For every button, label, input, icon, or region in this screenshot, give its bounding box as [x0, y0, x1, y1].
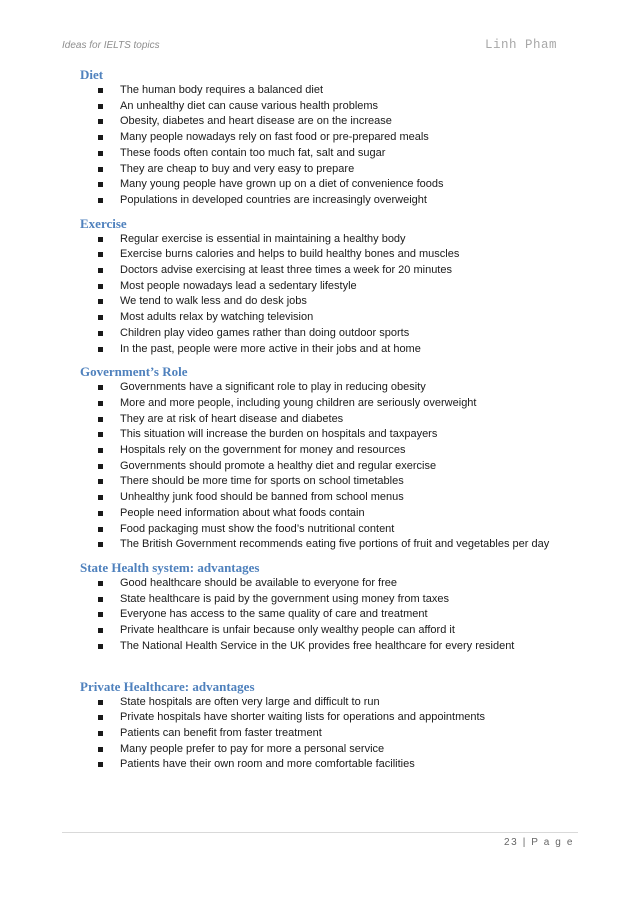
- square-bullet-icon: [98, 432, 103, 437]
- section-governments-role: [80, 363, 580, 553]
- square-bullet-icon: [98, 464, 103, 469]
- list-item: Unhealthy junk food should be banned from school menus: [80, 490, 580, 506]
- footer-divider: [62, 832, 578, 833]
- square-bullet-icon: [98, 527, 103, 532]
- list-item: State healthcare is paid by the government using money from taxes: [80, 592, 580, 608]
- section-exercise: [80, 215, 580, 358]
- bullet-list: [80, 695, 580, 774]
- list-item: Many people nowadays rely on fast food or pre-prepared meals: [80, 130, 580, 146]
- square-bullet-icon: [98, 700, 103, 705]
- section-diet: [80, 66, 580, 209]
- header-title: Ideas for IELTS topics: [62, 40, 160, 51]
- list-item: Populations in developed countries are increasingly overweight: [80, 193, 580, 209]
- list-item: Exercise burns calories and helps to build healthy bones and muscles: [80, 247, 580, 263]
- square-bullet-icon: [98, 237, 103, 242]
- square-bullet-icon: [98, 268, 103, 273]
- list-item: State hospitals are often very large and difficult to run: [80, 695, 580, 711]
- list-item: They are cheap to buy and very easy to prepare: [80, 162, 580, 178]
- list-item: Many people prefer to pay for more a personal service: [80, 742, 580, 758]
- bullet-list: [80, 232, 580, 358]
- section-heading: State Health system: advantages: [80, 559, 260, 575]
- section-heading: Diet: [80, 67, 104, 82]
- square-bullet-icon: [98, 151, 103, 156]
- list-item: People need information about what foods contain: [80, 506, 580, 522]
- square-bullet-icon: [98, 597, 103, 602]
- list-item: Private hospitals have shorter waiting lists for operations and appointments: [80, 710, 580, 726]
- square-bullet-icon: [98, 495, 103, 500]
- square-bullet-icon: [98, 417, 103, 422]
- square-bullet-icon: [98, 331, 103, 336]
- square-bullet-icon: [98, 167, 103, 172]
- footer-separator: |: [522, 837, 527, 848]
- page-label: P a g e: [531, 837, 574, 848]
- list-item: The National Health Service in the UK provides free healthcare for every resident: [80, 639, 580, 655]
- square-bullet-icon: [98, 612, 103, 617]
- square-bullet-icon: [98, 182, 103, 187]
- square-bullet-icon: [98, 762, 103, 767]
- square-bullet-icon: [98, 479, 103, 484]
- section-heading: Private Healthcare: advantages: [80, 678, 255, 694]
- page-footer: [504, 837, 574, 848]
- square-bullet-icon: [98, 315, 103, 320]
- square-bullet-icon: [98, 104, 103, 109]
- list-item: They are at risk of heart disease and diabetes: [80, 412, 580, 428]
- square-bullet-icon: [98, 581, 103, 586]
- spacer: [80, 655, 580, 672]
- list-item: We tend to walk less and do desk jobs: [80, 294, 580, 310]
- square-bullet-icon: [98, 747, 103, 752]
- list-item: Governments have a significant role to play in reducing obesity: [80, 380, 580, 396]
- square-bullet-icon: [98, 385, 103, 390]
- list-item: An unhealthy diet can cause various health problems: [80, 99, 580, 115]
- square-bullet-icon: [98, 401, 103, 406]
- list-item: Most adults relax by watching television: [80, 310, 580, 326]
- list-item: Hospitals rely on the government for money and resources: [80, 443, 580, 459]
- list-item: Patients have their own room and more comfortable facilities: [80, 757, 580, 773]
- list-item: Children play video games rather than doing outdoor sports: [80, 326, 580, 342]
- square-bullet-icon: [98, 252, 103, 257]
- bullet-list: [80, 83, 580, 209]
- square-bullet-icon: [98, 198, 103, 203]
- list-item: Everyone has access to the same quality of care and treatment: [80, 607, 580, 623]
- square-bullet-icon: [98, 628, 103, 633]
- list-item: Private healthcare is unfair because only wealthy people can afford it: [80, 623, 580, 639]
- list-item: Most people nowadays lead a sedentary lifestyle: [80, 279, 580, 295]
- square-bullet-icon: [98, 284, 103, 289]
- list-item: Patients can benefit from faster treatment: [80, 726, 580, 742]
- list-item: In the past, people were more active in their jobs and at home: [80, 342, 580, 358]
- list-item: More and more people, including young children are seriously overweight: [80, 396, 580, 412]
- square-bullet-icon: [98, 448, 103, 453]
- square-bullet-icon: [98, 644, 103, 649]
- square-bullet-icon: [98, 119, 103, 124]
- list-item: The human body requires a balanced diet: [80, 83, 580, 99]
- list-item: Doctors advise exercising at least three times a week for 20 minutes: [80, 263, 580, 279]
- list-item: Many young people have grown up on a diet of convenience foods: [80, 177, 580, 193]
- list-item: Governments should promote a healthy diet and regular exercise: [80, 459, 580, 475]
- page-number: 23: [503, 837, 519, 848]
- list-item: Good healthcare should be available to everyone for free: [80, 576, 580, 592]
- list-item: There should be more time for sports on school timetables: [80, 474, 580, 490]
- header-author: Linh Pham: [485, 38, 558, 52]
- square-bullet-icon: [98, 511, 103, 516]
- square-bullet-icon: [98, 299, 103, 304]
- list-item: These foods often contain too much fat, salt and sugar: [80, 146, 580, 162]
- square-bullet-icon: [98, 88, 103, 93]
- square-bullet-icon: [98, 731, 103, 736]
- list-item: This situation will increase the burden on hospitals and taxpayers: [80, 427, 580, 443]
- bullet-list: [80, 576, 580, 655]
- list-item: The British Government recommends eating five portions of fruit and vegetables per day: [80, 537, 580, 553]
- square-bullet-icon: [98, 347, 103, 352]
- section-heading: Government’s Role: [80, 364, 188, 380]
- section-state-health: [80, 559, 580, 672]
- square-bullet-icon: [98, 715, 103, 720]
- square-bullet-icon: [98, 542, 103, 547]
- section-heading: Exercise: [80, 215, 127, 231]
- list-item: Obesity, diabetes and heart disease are on the increase: [80, 114, 580, 130]
- square-bullet-icon: [98, 135, 103, 140]
- list-item: Food packaging must show the food’s nutritional content: [80, 522, 580, 538]
- list-item: Regular exercise is essential in maintaining a healthy body: [80, 232, 580, 248]
- section-private-healthcare: [80, 678, 580, 774]
- document-body: [80, 66, 580, 779]
- bullet-list: [80, 380, 580, 553]
